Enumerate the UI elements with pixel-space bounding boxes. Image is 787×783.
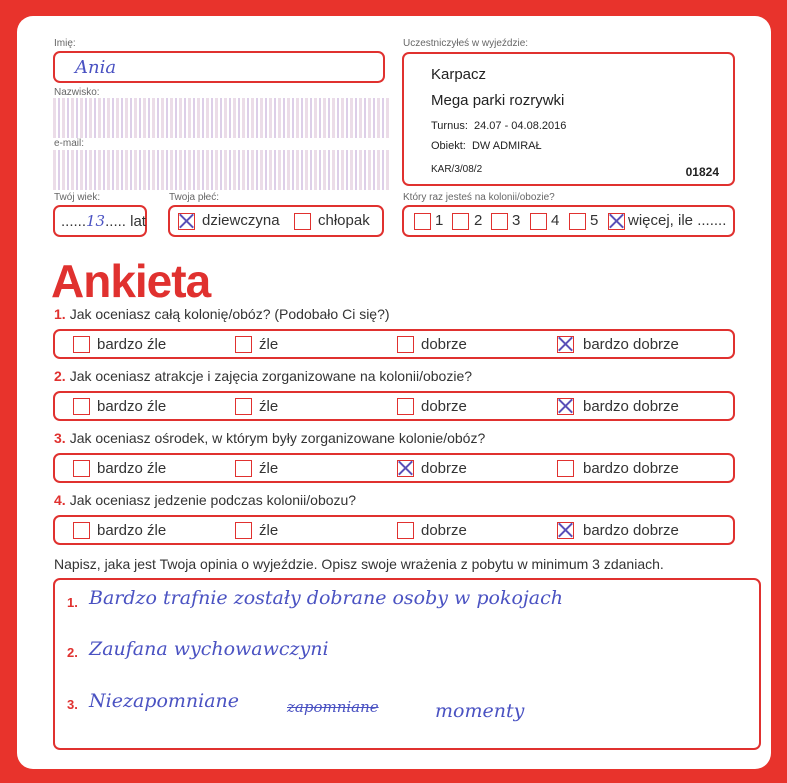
question-4-checkbox-3[interactable]	[397, 522, 414, 539]
plec-option-chlopak: chłopak	[318, 212, 370, 229]
question-4-text: Jak oceniasz jedzenie podczas kolonii/obozu?	[69, 492, 357, 508]
nazwisko-redacted	[53, 98, 389, 138]
question-1-checkbox-3[interactable]	[397, 336, 414, 353]
question-3-checkbox-3[interactable]	[397, 460, 414, 477]
answer-1-text: Bardzo trafnie zostały dobrane osoby w pokojach	[89, 587, 564, 609]
ktory-raz-option-3: 3	[512, 212, 521, 229]
question-3-option-4: bardzo dobrze	[583, 460, 679, 477]
trip-box	[402, 52, 735, 186]
email-redacted	[53, 150, 389, 190]
question-1-option-3: dobrze	[421, 336, 467, 353]
plec-option-dziewczyna: dziewczyna	[202, 212, 280, 229]
ktory-raz-option-2: 2	[474, 212, 483, 229]
question-2-checkbox-2[interactable]	[235, 398, 252, 415]
opinion-prompt: Napisz, jaka jest Twoja opinia o wyjeździe. Opisz swoje wrażenia z pobytu w minimum 3 zdaniach.	[54, 556, 664, 572]
question-1-text: Jak oceniasz całą kolonię/obóz? (Podobało Ci się?)	[69, 306, 390, 322]
question-4	[54, 492, 356, 508]
ktory-raz-option-1: 1	[435, 212, 444, 229]
ktory-raz-checkbox-1[interactable]	[414, 213, 431, 230]
question-4-option-1: bardzo źle	[97, 522, 167, 539]
question-1-option-1: bardzo źle	[97, 336, 167, 353]
trip-number: 01824	[685, 165, 719, 179]
wiek-label: Twój wiek:	[54, 192, 101, 203]
question-3-options	[53, 453, 735, 483]
question-3-option-3: dobrze	[421, 460, 467, 477]
ktory-raz-option-wiecej: więcej, ile .......	[628, 212, 727, 229]
answer-3-struck: zapomniane	[287, 698, 379, 716]
question-2-number: 2.	[54, 368, 66, 384]
imie-label: Imię:	[54, 38, 76, 49]
question-1-number: 1.	[54, 306, 66, 322]
plec-label: Twoja płeć:	[169, 192, 220, 203]
wiek-line	[61, 212, 146, 230]
question-3-option-2: źle	[259, 460, 279, 477]
wiek-field[interactable]	[53, 205, 147, 237]
question-4-option-2: źle	[259, 522, 279, 539]
survey-title: Ankieta	[51, 255, 211, 307]
question-4-option-4: bardzo dobrze	[583, 522, 679, 539]
question-1-checkbox-4[interactable]	[557, 336, 574, 353]
ktory-raz-field	[402, 205, 735, 237]
question-2	[54, 368, 472, 384]
wiek-value: 13	[86, 212, 106, 230]
answer-1-number: 1.	[67, 595, 78, 610]
question-3-text: Jak oceniasz ośrodek, w którym były zorganizowane kolonie/obóz?	[69, 430, 486, 446]
ktory-raz-option-5: 5	[590, 212, 599, 229]
question-3-number: 3.	[54, 430, 66, 446]
question-3-option-1: bardzo źle	[97, 460, 167, 477]
imie-value: Ania	[75, 57, 117, 78]
question-4-option-3: dobrze	[421, 522, 467, 539]
answer-3-number: 3.	[67, 697, 78, 712]
trip-name: Mega parki rozrywki	[431, 92, 565, 109]
question-2-text: Jak oceniasz atrakcje i zajęcia zorganizowane na kolonii/obozie?	[69, 368, 473, 384]
question-4-checkbox-4[interactable]	[557, 522, 574, 539]
ktory-raz-checkbox-3[interactable]	[491, 213, 508, 230]
uczestnik-label: Uczestniczyłeś w wyjeździe:	[403, 38, 529, 49]
question-1-option-4: bardzo dobrze	[583, 336, 679, 353]
question-2-option-3: dobrze	[421, 398, 467, 415]
ktory-raz-checkbox-2[interactable]	[452, 213, 469, 230]
ktory-raz-label: Który raz jesteś na kolonii/obozie?	[403, 192, 555, 203]
question-3-checkbox-1[interactable]	[73, 460, 90, 477]
plec-checkbox-chlopak[interactable]	[294, 213, 311, 230]
trip-obiekt: Obiekt: DW ADMIRAŁ	[431, 140, 542, 152]
trip-turnus: Turnus: 24.07 - 04.08.2016	[431, 120, 567, 132]
question-3	[54, 430, 485, 446]
question-4-checkbox-2[interactable]	[235, 522, 252, 539]
question-2-options	[53, 391, 735, 421]
ktory-raz-checkbox-4[interactable]	[530, 213, 547, 230]
question-4-options	[53, 515, 735, 545]
question-2-option-4: bardzo dobrze	[583, 398, 679, 415]
question-2-checkbox-1[interactable]	[73, 398, 90, 415]
question-3-checkbox-2[interactable]	[235, 460, 252, 477]
question-2-checkbox-3[interactable]	[397, 398, 414, 415]
nazwisko-label: Nazwisko:	[54, 87, 100, 98]
trip-code: KAR/3/08/2	[431, 164, 483, 175]
ktory-raz-checkbox-wiecej[interactable]	[608, 213, 625, 230]
question-1-checkbox-1[interactable]	[73, 336, 90, 353]
answer-3-tail: momenty	[435, 700, 525, 722]
question-1	[54, 306, 390, 322]
question-1-checkbox-2[interactable]	[235, 336, 252, 353]
answer-2-text: Zaufana wychowawczyni	[89, 638, 329, 660]
question-2-option-1: bardzo źle	[97, 398, 167, 415]
answer-2-number: 2.	[67, 645, 78, 660]
imie-field[interactable]	[53, 51, 385, 83]
wiek-dots-after: ..... lat	[105, 213, 146, 230]
plec-checkbox-dziewczyna[interactable]	[178, 213, 195, 230]
answer-3-text: Niezapomniane	[89, 690, 240, 712]
question-1-options	[53, 329, 735, 359]
question-2-checkbox-4[interactable]	[557, 398, 574, 415]
email-label: e-mail:	[54, 138, 85, 149]
ktory-raz-checkbox-5[interactable]	[569, 213, 586, 230]
trip-place: Karpacz	[431, 66, 487, 83]
wiek-dots-before: ......	[61, 213, 87, 230]
question-2-option-2: źle	[259, 398, 279, 415]
question-4-checkbox-1[interactable]	[73, 522, 90, 539]
question-3-checkbox-4[interactable]	[557, 460, 574, 477]
question-1-option-2: źle	[259, 336, 279, 353]
ktory-raz-option-4: 4	[551, 212, 560, 229]
survey-form	[17, 16, 771, 769]
question-4-number: 4.	[54, 492, 66, 508]
plec-field	[168, 205, 384, 237]
